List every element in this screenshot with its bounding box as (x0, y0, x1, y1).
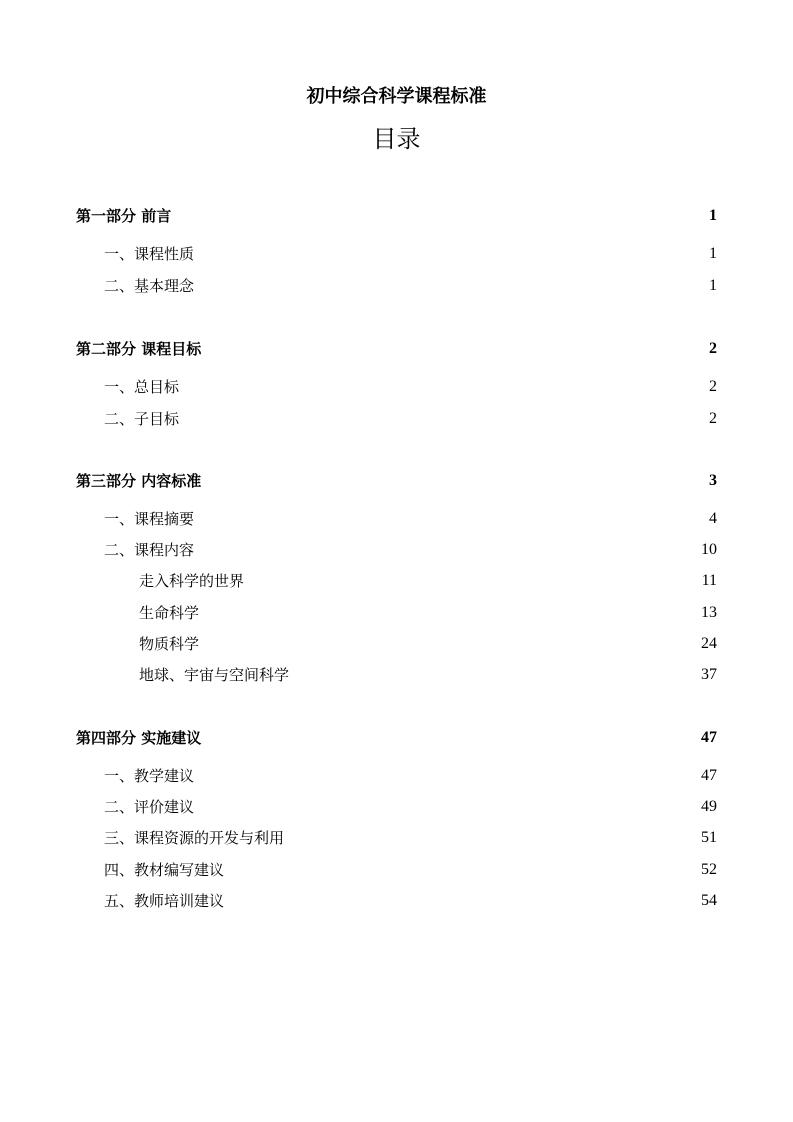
toc-part-2-section-1-label: 一、总目标 (104, 378, 180, 396)
toc-part-3-subsection-1-page: 11 (701, 572, 717, 589)
toc-part-4[interactable] (76, 727, 717, 749)
toc-part-4-section-4[interactable] (76, 859, 717, 881)
toc-part-4-section-1-label: 一、教学建议 (104, 767, 195, 785)
toc-part-1-section-1[interactable] (76, 243, 717, 265)
toc-part-3-section-2-page: 10 (701, 541, 717, 558)
toc-part-4-section-1[interactable] (76, 765, 717, 787)
toc-part-4-section-4-label: 四、教材编写建议 (104, 861, 225, 879)
toc-part-3-page: 3 (709, 472, 717, 489)
toc-part-2-label: 第二部分 课程目标 (76, 340, 202, 358)
toc-part-1-section-2[interactable] (76, 275, 717, 297)
toc-part-3-subsection-4-page: 37 (701, 666, 717, 683)
toc-heading: 目录 (372, 125, 421, 153)
toc-part-3-subsection-4-label: 地球、宇宙与空间科学 (139, 666, 290, 684)
toc-part-3-subsection-1-label: 走入科学的世界 (139, 572, 245, 590)
document-title: 初中综合科学课程标准 (306, 86, 487, 107)
toc-part-4-section-2-label: 二、评价建议 (104, 798, 195, 816)
toc-part-2-page: 2 (709, 340, 717, 357)
toc-part-4-section-3-page: 51 (701, 829, 717, 846)
toc-part-3-subsection-3-page: 24 (701, 635, 717, 652)
toc-part-3-subsection-2-label: 生命科学 (139, 604, 200, 622)
toc-part-3-section-2[interactable] (76, 539, 717, 561)
toc-part-4-page: 47 (701, 729, 717, 746)
toc-part-4-label: 第四部分 实施建议 (76, 729, 202, 747)
toc-part-2[interactable] (76, 338, 717, 360)
toc-part-3[interactable] (76, 470, 717, 492)
toc-part-4-section-4-page: 52 (701, 861, 717, 878)
toc-part-2-section-2[interactable] (76, 408, 717, 430)
toc-part-4-section-2[interactable] (76, 796, 717, 818)
toc-part-4-section-5-label: 五、教师培训建议 (104, 892, 225, 910)
toc-part-4-section-5-page: 54 (701, 892, 717, 909)
toc-part-2-section-2-label: 二、子目标 (104, 410, 180, 428)
toc-part-3-subsection-4[interactable] (76, 664, 717, 686)
toc-part-3-section-2-label: 二、课程内容 (104, 541, 195, 559)
toc-part-2-section-1[interactable] (76, 376, 717, 398)
toc-part-4-section-2-page: 49 (701, 798, 717, 815)
toc-part-1-section-1-page: 1 (709, 245, 717, 262)
toc-part-2-section-1-page: 2 (709, 378, 717, 395)
toc-part-1-page: 1 (709, 207, 717, 224)
toc-part-1-section-1-label: 一、课程性质 (104, 245, 195, 263)
toc-part-3-section-1-page: 4 (709, 510, 717, 527)
toc-part-3-subsection-3[interactable] (76, 633, 717, 655)
toc-part-3-subsection-1[interactable] (76, 570, 717, 592)
toc-part-4-section-5[interactable] (76, 890, 717, 912)
toc-part-1[interactable] (76, 205, 717, 227)
toc-part-4-section-3[interactable] (76, 827, 717, 849)
toc-part-3-label: 第三部分 内容标准 (76, 472, 202, 490)
toc-part-2-section-2-page: 2 (709, 410, 717, 427)
toc-part-1-label: 第一部分 前言 (76, 207, 172, 225)
toc-part-4-section-1-page: 47 (701, 767, 717, 784)
toc-part-3-section-1[interactable] (76, 508, 717, 530)
toc-part-3-subsection-3-label: 物质科学 (139, 635, 200, 653)
toc-part-4-section-3-label: 三、课程资源的开发与利用 (104, 829, 285, 847)
toc-part-3-subsection-2-page: 13 (701, 604, 717, 621)
toc-part-1-section-2-label: 二、基本理念 (104, 277, 195, 295)
toc-part-3-subsection-2[interactable] (76, 602, 717, 624)
toc-part-3-section-1-label: 一、课程摘要 (104, 510, 195, 528)
toc-part-1-section-2-page: 1 (709, 277, 717, 294)
